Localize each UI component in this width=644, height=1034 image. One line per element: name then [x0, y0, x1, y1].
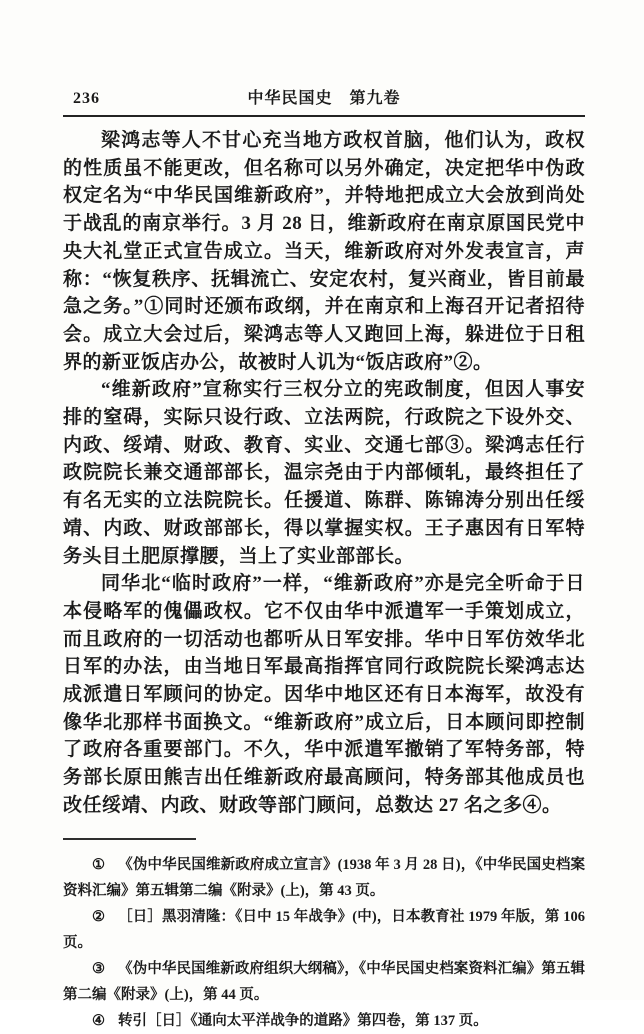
footnote-2: [63, 904, 585, 956]
page-number: 236: [73, 90, 100, 107]
footnote-2-text: ［日］黑羽清隆：《日中 15 年战争》(中)，日本教育社 1979 年版，第 106 页。: [63, 908, 586, 951]
footnote-1-marker: ①: [92, 856, 106, 873]
page-header: [63, 88, 585, 110]
footnote-separator: [63, 838, 196, 840]
footnote-3-marker: ③: [92, 960, 106, 977]
header-rule: [63, 115, 585, 117]
body-text: [63, 127, 585, 820]
paragraph-1: 梁鸿志等人不甘心充当地方政权首脑，他们认为，政权的性质虽不能更改，但名称可以另外确定，决定把华中伪政权定名为“中华民国维新政府”，并特地把成立大会放到尚处于战乱的南京举行。3 月 28 日，维新政府在南京原国民党中央大礼堂正式宣告成立。当天，维新政府对外发表宣言，声称：“恢复秩序、抚辑流亡、安定农村，复兴商业，皆目前最急之务。”①同时还颁布政纲，并在南京和上海召开记者招待会。成立大会过后，梁鸿志等人又跑回上海，躲进位于日租界的新亚饭店办公，故被时人讥为“饭店政府”②。: [63, 130, 585, 373]
footnotes-section: [63, 852, 585, 1034]
paragraph-3: 同华北“临时政府”一样，“维新政府”亦是完全听命于日本侵略军的傀儡政权。它不仅由华中派遣军一手策划成立，而且政府的一切活动也都听从日军安排。华中日军仿效华北日军的办法，由当地日军最高指挥官同行政院院长梁鸿志达成派遣日军顾问的协定。因华中地区还有日本海军，故没有像华北那样书面换文。“维新政府”成立后，日本顾问即控制了政府各重要部门。不久，华中派遣军撤销了军特务部，特务部长原田熊吉出任维新政府最高顾问，特务部其他成员也改任绥靖、内政、财政等部门顾问，总数达 27 名之多④。: [63, 573, 585, 816]
footnote-1: [63, 852, 585, 904]
footnote-3-text: 《伪中华民国维新政府组织大纲稿》，《中华民国史档案资料汇编》第五辑第二编《附录》(上)，第 44 页。: [63, 960, 586, 1003]
footnote-4-marker: ④: [92, 1012, 105, 1029]
footnote-2-marker: ②: [92, 908, 106, 925]
footnote-4: [63, 1008, 585, 1034]
footnote-4-text: 转引［日］《通向太平洋战争的道路》第四卷，第 137 页。: [118, 1012, 488, 1029]
footnote-3: [63, 956, 585, 1008]
paragraph-2: “维新政府”宣称实行三权分立的宪政制度，但因人事安排的窒碍，实际只设行政、立法两院，行政院之下设外交、内政、绥靖、财政、教育、实业、交通七部③。梁鸿志任行政院院长兼交通部部长，温宗尧由于内部倾轧，最终担任了有名无实的立法院院长。任援道、陈群、陈锦涛分别出任绥靖、内政、财政部部长，得以掌握实权。王子惠因有日军特务头目土肥原撑腰，当上了实业部部长。: [63, 379, 585, 567]
running-title: 中华民国史 第九卷: [247, 90, 401, 107]
footnote-1-text: 《伪中华民国维新政府成立宣言》(1938 年 3 月 28 日)，《中华民国史档案资料汇编》第五辑第二编《附录》(上)，第 43 页。: [63, 856, 586, 899]
